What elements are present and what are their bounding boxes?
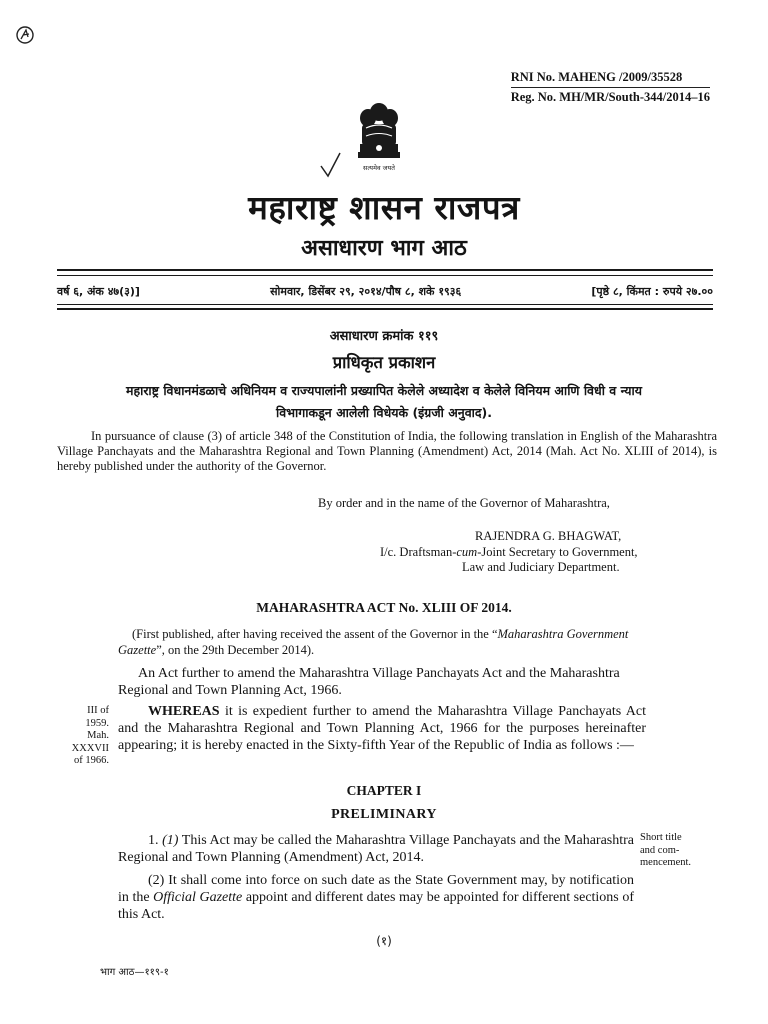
margin-left-line: III of	[87, 705, 109, 716]
masthead-rule-top	[57, 269, 713, 271]
gazette-title: महाराष्ट्र शासन राजपत्र	[248, 188, 520, 227]
authority-heading: प्राधिकृत प्रकाशन	[332, 353, 436, 372]
margin-left-line: of 1966.	[74, 755, 109, 766]
whereas-word: WHEREAS	[148, 704, 220, 719]
handwritten-tick-icon	[318, 150, 344, 180]
first-published-note	[118, 626, 658, 658]
act-title: MAHARASHTRA ACT No. XLIII OF 2014.	[256, 600, 512, 615]
registration-block	[511, 68, 710, 106]
gazette-subtitle: असाधारण भाग आठ	[301, 236, 467, 261]
chapter-name: PRELIMINARY	[331, 807, 437, 822]
intro-paragraph: In pursuance of clause (3) of article 348 of the Constitution of India, the following translation in English of the Maharashtra Village Panchayats and the Maharashtra Regional and Town Planning (Amendment) Act, 2014 (Mah. Act No. XLIII of 2014), is hereby published under the authority of the Governor.	[57, 429, 717, 473]
margin-right-line: mencement.	[640, 857, 692, 868]
ashoka-emblem-icon	[352, 98, 406, 176]
margin-right-line: and com-	[640, 844, 680, 856]
signatory-block	[380, 529, 720, 576]
masthead-rule-bottom	[57, 308, 713, 310]
signatory-department: Law and Judiciary Department.	[462, 560, 620, 574]
signatory-name: RAJENDRA G. BHAGWAT,	[475, 529, 622, 543]
margin-right-line: Short title	[640, 832, 682, 843]
signatory-designation	[380, 545, 720, 561]
designation-prefix: I/c. Draftsman-	[380, 544, 457, 559]
page-number: (१)	[376, 934, 392, 948]
margin-note-right	[640, 832, 720, 870]
handwritten-mark-icon	[14, 24, 36, 46]
emblem-motto: सत्यमेव जयते	[363, 164, 395, 172]
chapter-number: CHAPTER I	[346, 783, 422, 798]
margin-left-line: Mah.	[87, 730, 109, 741]
marathi-description	[0, 380, 768, 424]
subsection-text-pre: It shall come into force on such date as the State Government may, by notification in the	[118, 873, 634, 905]
section-1-sub-1	[118, 832, 634, 866]
section-number: 1.	[148, 833, 163, 848]
first-published-post: ”, on the 29th December 2014).	[156, 643, 315, 657]
designation-italic: cum	[456, 544, 478, 559]
subsection-text-post: appoint and different dates may be appointed for different sections of this Act.	[118, 890, 634, 922]
subsection-mark: (1)	[162, 833, 179, 848]
margin-left-line: 1959.	[85, 717, 109, 729]
masthead-rule-bottom-thin	[57, 304, 713, 305]
issue-number: असाधारण क्रमांक ११९	[329, 329, 439, 344]
masthead-info-row	[57, 282, 713, 300]
official-gazette-italic: Official Gazette	[153, 890, 243, 905]
first-published-pre: (First published, after having received the assent of the Governor in the “	[132, 627, 498, 641]
reg-number: Reg. No. MH/MR/South-344/2014–16	[510, 90, 710, 104]
marathi-description-line1: महाराष्ट्र विधानमंडळाचे अधिनियम व राज्यपालांनी प्रख्यापित केलेले अध्यादेश व केलेले विनियम आणि विधी व न्याय	[125, 383, 643, 398]
designation-suffix: -Joint Secretary to Government,	[477, 544, 638, 559]
section-1-sub-2	[118, 872, 634, 923]
gazette-name-italic: Maharashtra Government Gazette	[118, 627, 629, 657]
marathi-description-line2: विभागाकडून आलेली विधेयके (इंग्रजी अनुवाद).	[276, 405, 492, 420]
rni-number: RNI No. MAHENG /2009/35528	[511, 68, 710, 88]
pages-price: [पृष्ठे ८, किंमत : रुपये २७.००	[591, 284, 713, 298]
whereas-preamble	[118, 703, 646, 754]
publication-date: सोमवार, डिसेंबर २९, २०१४/पौष ८, शके १९३६	[270, 284, 462, 298]
by-order-line: By order and in the name of the Governor of Maharashtra,	[318, 496, 610, 510]
margin-note-left	[55, 705, 109, 768]
volume-issue: वर्ष ६, अंक ४७(३)]	[57, 284, 140, 298]
act-long-title: An Act further to amend the Maharashtra Village Panchayats Act and the Maharashtra Regional and Town Planning Act, 1966.	[118, 666, 620, 698]
whereas-text: it is expedient further to amend the Maharashtra Village Panchayats Act and the Maharashtra Regional and Town Planning Act, 1966 for the purposes hereinafter appearing; it is hereby enacted in the Sixty-fifth Year of the Republic of India as follows :—	[118, 704, 646, 753]
footer-reference: भाग आठ—११९-१	[100, 967, 169, 978]
subsection-mark: (2)	[148, 873, 165, 888]
margin-left-line: XXXVII	[71, 742, 109, 754]
subsection-text: This Act may be called the Maharashtra Village Panchayats and the Maharashtra Regional and Town Planning (Amendment) Act, 2014.	[118, 833, 634, 865]
masthead-rule-top-thin	[57, 275, 713, 276]
